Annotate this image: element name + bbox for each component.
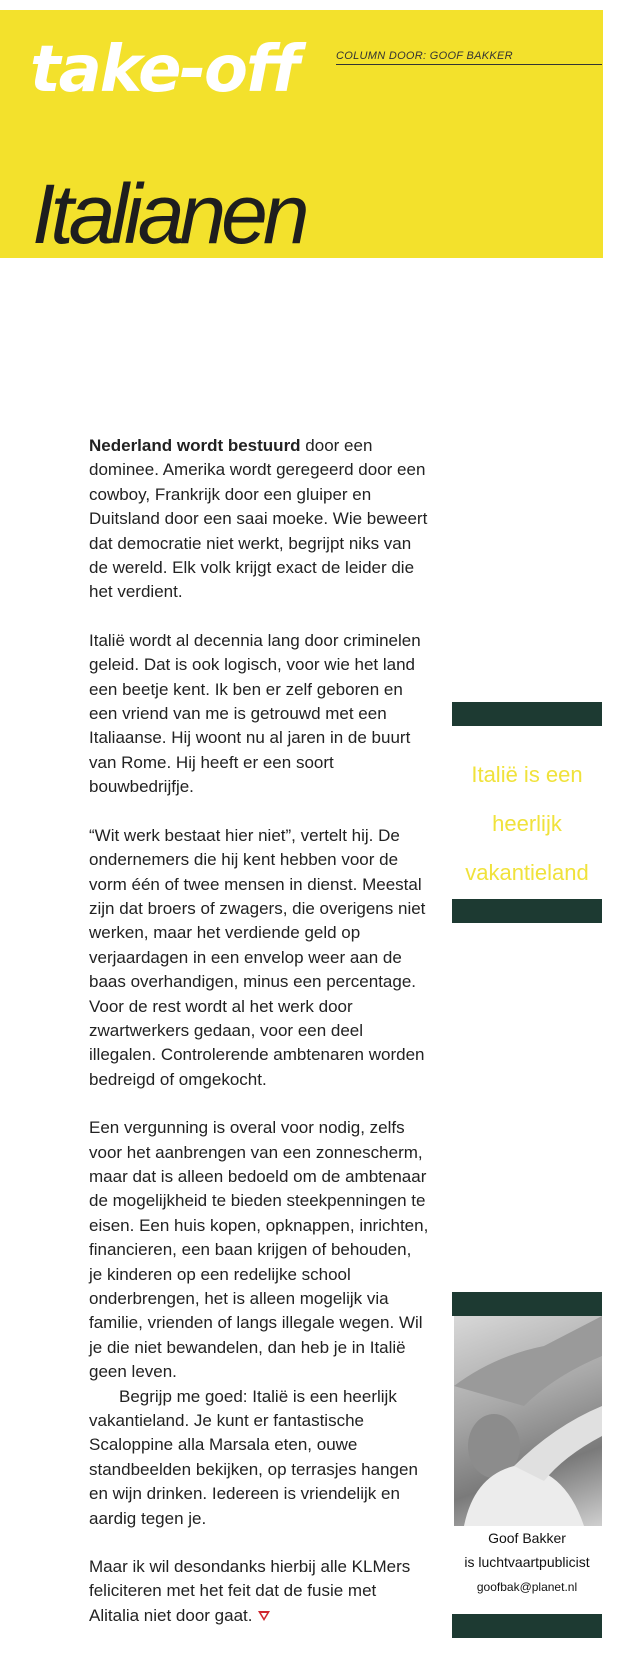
quote-bar-bottom	[452, 899, 602, 923]
paragraph-4: Een vergunning is overal voor nodig, zelfs voor het aanbrengen van een zonnescherm, maar dat is alleen bedoeld om de ambtenaar de mogelijkheid te bieden steekpenningen te eisen. Een huis kopen, opknappen, inrichten, financieren, een baan krijgen of behouden, je kinderen op een redelijke school onderbrengen, het is alleen mogelijk via familie, vrienden of langs illegale wegen. Wil je die niet bewandelen, dan heb je in Italië geen leven.	[89, 1118, 429, 1382]
quote-bar-top	[452, 702, 602, 726]
author-email: goofbak@planet.nl	[476, 1580, 578, 1594]
paragraph-2: Italië wordt al decennia lang door criminelen geleid. Dat is ook logisch, voor wie het land een beetje kent. Ik ben er zelf geboren en een vriend van me is getrouwd met een Italiaanse. Hij woont nu al jaren in de buurt van Rome. Hij heeft er een soort bouwbedrijfje.	[89, 630, 421, 797]
photo-bar-top	[452, 1292, 602, 1316]
author-photo	[454, 1316, 602, 1526]
pull-quote: Italië is een heerlijk vakantieland	[465, 762, 589, 885]
article-body	[89, 434, 429, 1652]
brand-logo: take-off	[30, 33, 298, 107]
end-mark-icon	[257, 1610, 271, 1622]
author-role: is luchtvaartpublicist	[464, 1554, 590, 1570]
author-name: Goof Bakker	[488, 1530, 566, 1546]
paragraph-1: Nederland wordt bestuurd door een dominee. Amerika wordt geregeerd door een cowboy, Frankrijk door een gluiper en Duitsland door een saai moeke. Wie beweert dat democratie niet werkt, begrijpt niks van de wereld. Elk volk krijgt exact de leider die het verdient.	[89, 436, 428, 602]
page-title: Italianen	[32, 167, 305, 261]
paragraph-5: Begrijp me goed: Italië is een heerlijk vakantieland. Je kunt er fantastische Scaloppine alla Marsala eten, ouwe standbeelden bekijken, op terrasjes hangen en wijn drinken. Iedereen is vriendelijk en aardig tegen je.	[89, 1386, 418, 1528]
photo-bar-bottom	[452, 1614, 602, 1638]
column-byline: COLUMN DOOR: GOOF BAKKER	[336, 50, 602, 65]
paragraph-6: Maar ik wil desondanks hierbij alle KLMers feliciteren met het feit dat de fusie met Alitalia niet door gaat.	[89, 1557, 411, 1625]
paragraph-3: “Wit werk bestaat hier niet”, vertelt hij. De ondernemers die hij kent hebben voor de vorm één of twee mensen in dienst. Meestal zijn dat broers of zwagers, die overigens niet werken, maar het verdiende geld op verjaardagen in een envelop weer aan de baas overhandigen, minus een percentage. Voor de rest wordt al het werk door zwartwerkers gedaan, voor een deel illegalen. Controlerende ambtenaren worden bedreigd of omgekocht.	[89, 825, 426, 1089]
lead-in: Nederland wordt bestuurd	[89, 436, 301, 455]
author-photo-image	[454, 1316, 602, 1526]
